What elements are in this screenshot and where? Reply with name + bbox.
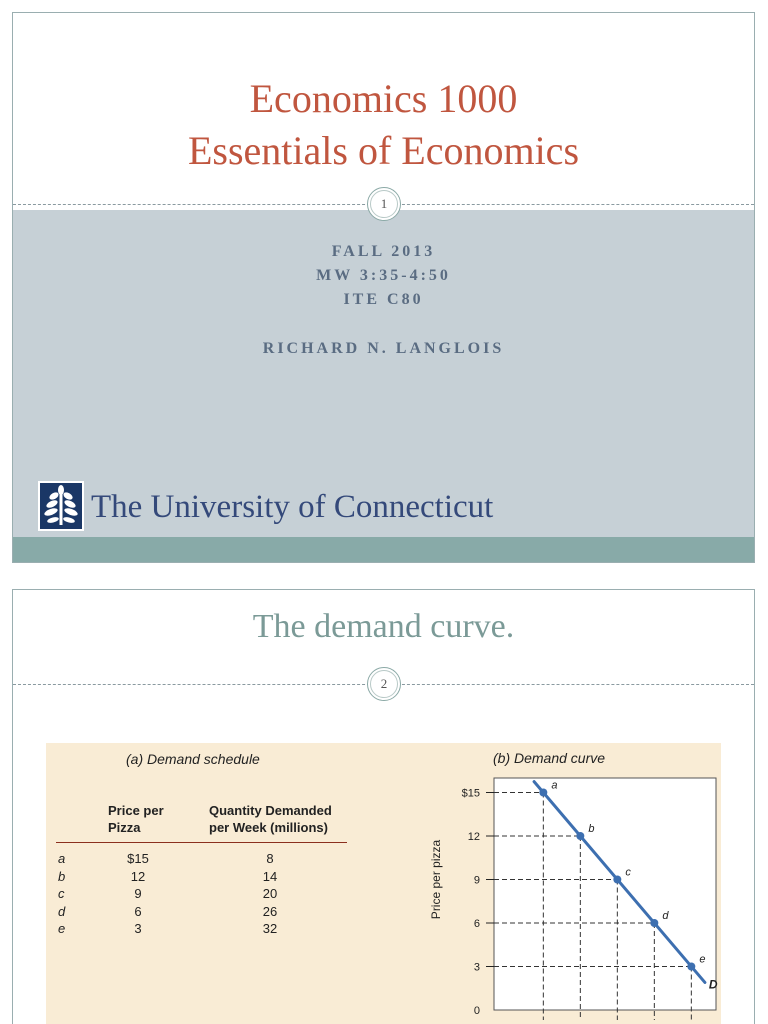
university-seal-logo — [38, 481, 84, 531]
slide-number-badge — [367, 667, 401, 701]
demand-figure — [46, 743, 721, 1024]
slide-number: 1 — [380, 196, 388, 211]
quantity-cell: 14 — [262, 868, 278, 884]
schedule-text: MW 3:35-4:50 — [316, 267, 451, 284]
y-tick-label: 9 — [473, 874, 480, 887]
data-point — [539, 789, 547, 797]
price-cell: 9 — [134, 886, 142, 901]
price-cell: $15 — [127, 851, 149, 866]
row-label: e — [58, 921, 66, 936]
schedule-caption: (a) Demand schedule — [126, 751, 260, 767]
price-cell: 6 — [134, 903, 142, 919]
row-label: a — [58, 851, 66, 866]
point-label: c — [625, 866, 631, 879]
price-cell: 12 — [130, 868, 146, 884]
y-tick-label: $15 — [461, 787, 480, 800]
slide-number: 2 — [380, 676, 388, 691]
point-label: e — [699, 953, 706, 966]
y-tick-label: 12 — [467, 831, 480, 843]
row-label: d — [58, 903, 66, 919]
price-cell: 3 — [134, 921, 142, 936]
instructor-text: RICHARD N. LANGLOIS — [262, 340, 505, 357]
title-line-2: Essentials of Economics — [187, 128, 580, 173]
curve-caption: (b) Demand curve — [493, 750, 606, 766]
quantity-cell: 26 — [262, 903, 278, 919]
table-rule — [56, 842, 347, 843]
quantity-cell: 8 — [266, 851, 274, 866]
quantity-cell: 32 — [262, 921, 278, 936]
row-label: c — [58, 886, 65, 901]
slide-number-badge — [367, 187, 401, 221]
data-point — [687, 963, 695, 971]
data-point — [576, 832, 584, 840]
column-header-price: Price per Pizza — [108, 803, 164, 835]
slide-title: The demand curve. — [252, 608, 515, 645]
title-line-1: Economics 1000 — [249, 76, 518, 121]
point-label: a — [551, 779, 558, 792]
slide-1 — [12, 12, 755, 563]
y-tick-label: 6 — [473, 918, 480, 930]
y-axis-label: Price per pizza — [429, 839, 443, 920]
data-point — [613, 876, 621, 884]
university-name: The University of Connecticut — [91, 489, 494, 525]
plot-area — [494, 778, 716, 1010]
term-text: FALL 2013 — [331, 243, 436, 260]
column-header-quantity: Quantity Demanded per Week (millions) — [209, 803, 332, 835]
footer-strip — [13, 537, 754, 563]
quantity-cell: 20 — [262, 886, 278, 901]
y-tick-label: 0 — [473, 1005, 480, 1017]
data-point — [650, 919, 658, 927]
slide-2 — [12, 589, 755, 1024]
demand-chart — [398, 773, 718, 1024]
row-label: b — [58, 868, 66, 884]
point-label: b — [588, 823, 595, 835]
y-tick-label: 3 — [473, 961, 480, 974]
room-text: ITE C80 — [343, 291, 424, 308]
point-label: d — [662, 910, 669, 922]
curve-label: D — [708, 977, 718, 992]
